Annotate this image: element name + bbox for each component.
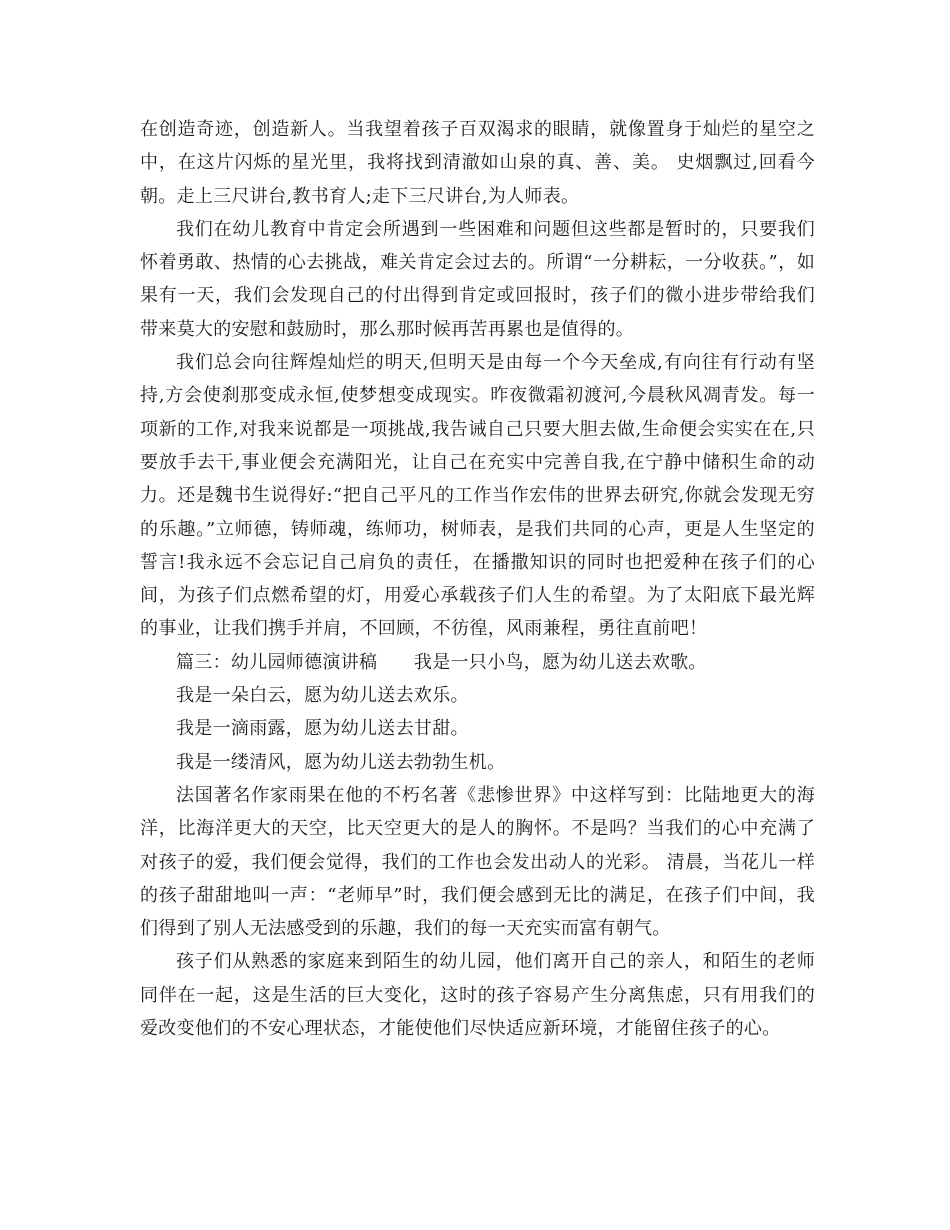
paragraph: 在创造奇迹，创造新人。当我望着孩子百双渴求的眼睛，就像置身于灿烂的星空之中，在这片闪烁的星光里，我将找到清澈如山泉的真、善、美。 史烟飘过,回看今朝。走上三尺讲台,教书育人;走下三尺讲台,为人师表。 bbox=[140, 119, 815, 207]
paragraph: 法国著名作家雨果在他的不朽名著《悲惨世界》中这样写到：比陆地更大的海洋，比海洋更大的天空，比天空更大的是人的胸怀。不是吗？当我们的心中充满了对孩子的爱，我们便会觉得，我们的工作也会发出动人的光彩。 清晨，当花儿一样的孩子甜甜地叫一声：“老师早”时，我们便会感到无比的满足，在孩子们中间，我们得到了别人无法感受到的乐趣，我们的每一天充实而富有朝气。 bbox=[140, 784, 815, 940]
paragraph: 我是一朵白云，愿为幼儿送去欢乐。 bbox=[176, 685, 469, 707]
document-body bbox=[140, 113, 815, 1045]
paragraph: 我们在幼儿教育中肯定会所遇到一些困难和问题但这些都是暂时的，只要我们怀着勇敢、热情的心去挑战，难关肯定会过去的。所谓“一分耕耘，一分收获。”，如果有一天，我们会发现自己的付出得到肯定或回报时，孩子们的微小进步带给我们带来莫大的安慰和鼓励时，那么那时候再苦再累也是值得的。 bbox=[140, 218, 815, 340]
section-heading-paragraph: 篇三：幼儿园师德演讲稿 我是一只小鸟，愿为幼儿送去欢歌。 bbox=[176, 651, 707, 673]
paragraph: 我们总会向往辉煌灿烂的明天,但明天是由每一个今天垒成,有向往有行动有坚持,方会使刹那变成永恒,使梦想变成现实。昨夜微霜初渡河,今晨秋风凋青发。每一项新的工作,对我来说都是一项挑战,我告诫自己只要大胆去做,生命便会实实在在,只要放手去干,事业便会充满阳光，让自己在充实中完善自我,在宁静中储积生命的动力。还是魏书生说得好:“把自己平凡的工作当作宏伟的世界去研究,你就会发现无穷的乐趣。”立师德，铸师魂，练师功，树师表，是我们共同的心声，更是人生坚定的誓言!我永远不会忘记自己肩负的责任，在播撒知识的同时也把爱种在孩子们的心间，为孩子们点燃希望的灯，用爱心承载孩子们人生的希望。为了太阳底下最光辉的事业，让我们携手并肩，不回顾，不彷徨，风雨兼程，勇往直前吧！ bbox=[140, 352, 815, 640]
paragraph: 我是一缕清风，愿为幼儿送去勃勃生机。 bbox=[176, 751, 506, 773]
paragraph: 我是一滴雨露，愿为幼儿送去甘甜。 bbox=[176, 718, 469, 740]
paragraph: 孩子们从熟悉的家庭来到陌生的幼儿园，他们离开自己的亲人，和陌生的老师同伴在一起，这是生活的巨大变化，这时的孩子容易产生分离焦虑，只有用我们的爱改变他们的不安心理状态，才能使他们尽快适应新环境，才能留住孩子的心。 bbox=[140, 951, 815, 1040]
